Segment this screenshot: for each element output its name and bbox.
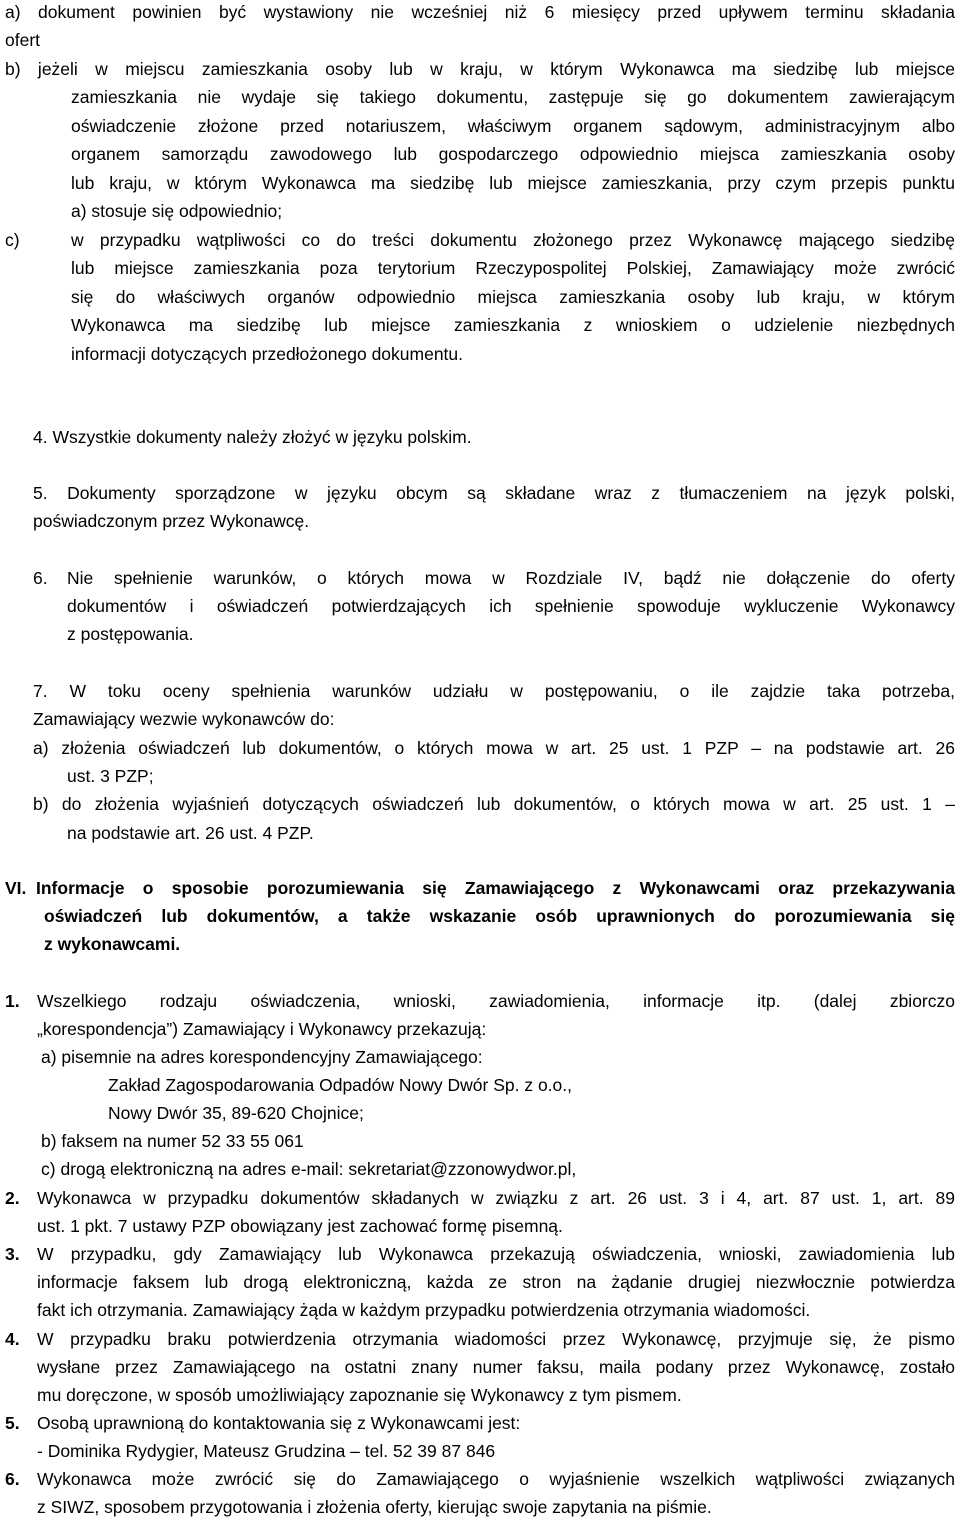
point-7a-line-2: ust. 3 PZP;: [67, 766, 154, 786]
list-item-b-line-5: lub kraju, w którym Wykonawca ma siedzibę lub miejsce zamieszkania, przy czym przepis punktu: [71, 173, 955, 193]
point-7-line-1: 7. W toku oceny spełnienia warunków udziału w postępowaniu, o ile zajdzie taka potrzeba,: [33, 681, 955, 701]
item-1-sub-b: b) faksem na numer 52 33 55 061: [41, 1131, 304, 1151]
point-6-line-2: dokumentów i oświadczeń potwierdzających ich spełnienie spowoduje wykluczenie Wykonawcy: [67, 596, 955, 616]
list-item-c-line-1: w przypadku wątpliwości co do treści dokumentu złożonego przez Wykonawcę mającego siedzibę: [71, 230, 955, 250]
list-item-c-line-2: lub miejsce zamieszkania poza terytorium Rzeczypospolitej Polskiej, Zamawiający może zwrócić: [71, 258, 955, 278]
point-7b-line-2: na podstawie art. 26 ust. 4 PZP.: [67, 823, 314, 843]
section-heading-line-2: oświadczeń lub dokumentów, a także wskazanie osób uprawnionych do porozumiewania się: [44, 906, 955, 926]
item-5-number: 5.: [5, 1413, 20, 1433]
item-1-sub-c: c) drogą elektroniczną na adres e-mail: sekretariat@zzonowydwor.pl,: [41, 1159, 577, 1179]
item-4-line-2: wysłane przez Zamawiającego na ostatni znany numer faksu, maila podany przez Wykonawcę, zostało: [37, 1357, 955, 1377]
list-item-b-line-6: a) stosuje się odpowiednio;: [71, 201, 283, 221]
item-3-line-2: informacje faksem lub drogą elektroniczną, każda ze stron na żądanie drugiej niezwłocznie potwierdza: [37, 1272, 955, 1292]
point-6-line-1: Nie spełnienie warunków, o których mowa w Rozdziale IV, bądź nie dołączenie do oferty: [67, 568, 955, 588]
point-5-line-2: poświadczonym przez Wykonawcę.: [33, 511, 310, 531]
list-item-c-line-3: się do właściwych organów odpowiednio miejsca zamieszkania osoby lub kraju, w którym: [71, 287, 955, 307]
item-4-number: 4.: [5, 1329, 20, 1349]
list-item-b-line-1: b) jeżeli w miejscu zamieszkania osoby lub w kraju, w którym Wykonawca ma siedzibę lub miejsce: [5, 59, 955, 79]
list-item-a-line-2: ofert: [5, 30, 41, 50]
item-4-line-3: mu doręczone, w sposób umożliwiający zapoznanie się Wykonawcy z tym pismem.: [37, 1385, 682, 1405]
item-1-address-line-2: Nowy Dwór 35, 89-620 Chojnice;: [108, 1103, 364, 1123]
item-1-number: 1.: [5, 991, 20, 1011]
item-1-line-2: „korespondencja”) Zamawiający i Wykonawcy przekazują:: [37, 1019, 487, 1039]
list-item-b-line-2: zamieszkania nie wydaje się takiego dokumentu, zastępuje się go dokumentem zawierającym: [71, 87, 955, 107]
item-2-number: 2.: [5, 1188, 20, 1208]
item-3-line-1: W przypadku, gdy Zamawiający lub Wykonawca przekazują oświadczenia, wnioski, zawiadomienia lub: [37, 1244, 955, 1264]
item-3-number: 3.: [5, 1244, 20, 1264]
item-2-line-2: ust. 1 pkt. 7 ustawy PZP obowiązany jest zachować formę pisemną.: [37, 1216, 563, 1236]
section-heading-line-3: z wykonawcami.: [44, 934, 181, 954]
point-5-line-1: 5. Dokumenty sporządzone w języku obcym są składane wraz z tłumaczeniem na język polski,: [33, 483, 955, 503]
list-item-c-label: c): [5, 230, 20, 250]
list-item-b-line-4: organem samorządu zawodowego lub gospodarczego odpowiednio miejsca zamieszkania osoby: [71, 144, 955, 164]
point-6-line-3: z postępowania.: [67, 624, 194, 644]
item-3-line-3: fakt ich otrzymania. Zamawiający żąda w każdym przypadku potwierdzenia otrzymania wiadomości.: [37, 1300, 811, 1320]
item-2-line-1: Wykonawca w przypadku dokumentów składanych w związku z art. 26 ust. 3 i 4, art. 87 ust. 1, art. 89: [37, 1188, 955, 1208]
point-7b-line-1: b) do złożenia wyjaśnień dotyczących oświadczeń lub dokumentów, o których mowa w art. 25 ust. 1 –: [33, 794, 955, 814]
item-1-line-1: Wszelkiego rodzaju oświadczenia, wnioski, zawiadomienia, informacje itp. (dalej zbiorczo: [37, 991, 955, 1011]
section-heading-line-1: Informacje o sposobie porozumiewania się Zamawiającego z Wykonawcami oraz przekazywania: [36, 878, 955, 898]
section-number: VI.: [5, 878, 27, 898]
item-6-line-2: z SIWZ, sposobem przygotowania i złożenia oferty, kierując swoje zapytania na piśmie.: [37, 1497, 712, 1517]
list-item-c-line-4: Wykonawca ma siedzibę lub miejsce zamieszkania z wnioskiem o udzielenie niezbędnych: [71, 315, 955, 335]
item-5-line-2: - Dominika Rydygier, Mateusz Grudzina – tel. 52 39 87 846: [37, 1441, 496, 1461]
point-7a-line-1: a) złożenia oświadczeń lub dokumentów, o których mowa w art. 25 ust. 1 PZP – na podstawie art. 26: [33, 738, 955, 758]
list-item-a-line-1: a) dokument powinien być wystawiony nie wcześniej niż 6 miesięcy przed upływem terminu składania: [5, 2, 955, 22]
item-5-line-1: Osobą uprawnioną do kontaktowania się z Wykonawcami jest:: [37, 1413, 521, 1433]
point-4: 4. Wszystkie dokumenty należy złożyć w języku polskim.: [33, 427, 472, 447]
item-6-line-1: Wykonawca może zwrócić się do Zamawiającego o wyjaśnienie wszelkich wątpliwości związanych: [37, 1469, 955, 1489]
list-item-b-line-3: oświadczenie złożone przed notariuszem, właściwym organem sądowym, administracyjnym albo: [71, 116, 955, 136]
list-item-c-line-5: informacji dotyczących przedłożonego dokumentu.: [71, 344, 464, 364]
point-6-number: 6.: [33, 568, 48, 588]
item-4-line-1: W przypadku braku potwierdzenia otrzymania wiadomości przez Wykonawcę, przyjmuje się, że pismo: [37, 1329, 955, 1349]
item-1-address-line-1: Zakład Zagospodarowania Odpadów Nowy Dwór Sp. z o.o.,: [108, 1075, 572, 1095]
item-1-sub-a: a) pisemnie na adres korespondencyjny Zamawiającego:: [41, 1047, 483, 1067]
item-6-number: 6.: [5, 1469, 20, 1489]
point-7-line-2: Zamawiający wezwie wykonawców do:: [33, 709, 335, 729]
